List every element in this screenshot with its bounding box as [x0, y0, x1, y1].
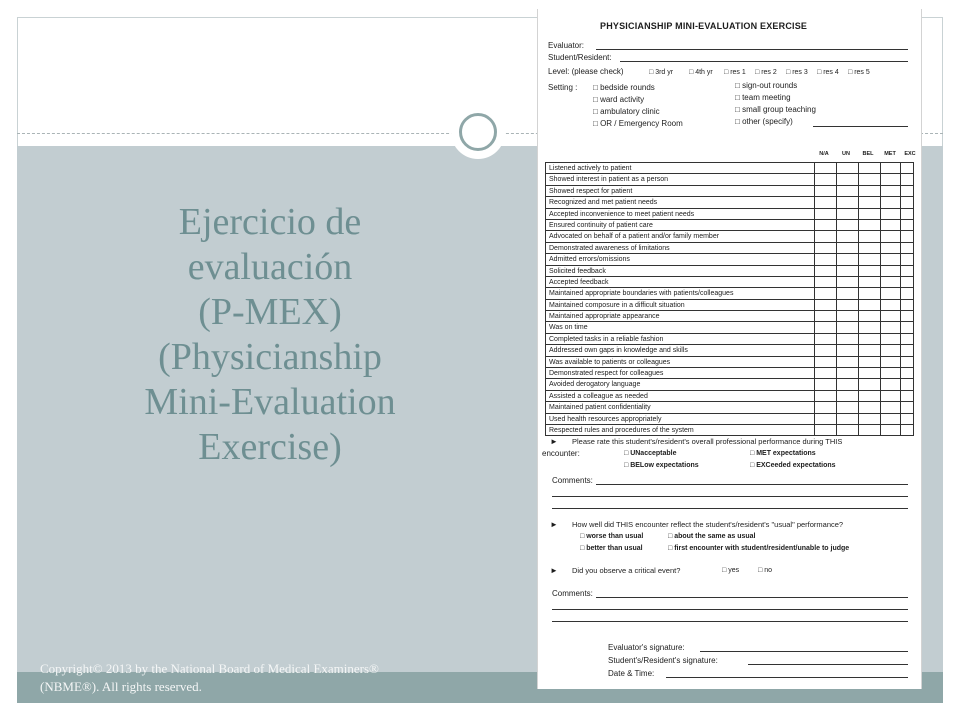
student-signature-label: Student's/Resident's signature: [608, 656, 718, 665]
comments-line [552, 496, 908, 497]
rating-cell[interactable] [880, 425, 881, 435]
rating-cell[interactable] [880, 174, 881, 184]
rating-cell[interactable] [880, 197, 881, 207]
rating-cell[interactable] [900, 254, 901, 264]
comments-line [596, 484, 908, 485]
rating-cell[interactable] [814, 414, 815, 424]
grid-row [545, 401, 914, 412]
rating-cell[interactable] [880, 266, 881, 276]
title-line: (P-MEX) [198, 291, 342, 333]
rating-cell[interactable] [836, 311, 837, 321]
level-label: Level: (please check) [548, 67, 624, 76]
rating-cell[interactable] [900, 231, 901, 241]
signature-line [748, 664, 908, 665]
grid-row [545, 378, 914, 389]
grid-row [545, 230, 914, 241]
grid-row [545, 185, 914, 196]
grid-row-label: Demonstrated awareness of limitations [549, 244, 670, 252]
column-header: MET [884, 151, 896, 157]
rating-cell[interactable] [900, 402, 901, 412]
rating-cell[interactable] [858, 391, 859, 401]
grid-row-label: Demonstrated respect for colleagues [549, 370, 664, 378]
rating-cell[interactable] [814, 391, 815, 401]
grid-row [545, 208, 914, 219]
grid-row [545, 242, 914, 253]
rating-cell[interactable] [880, 220, 881, 230]
circle-ornament-ring [459, 113, 497, 151]
rating-grid [545, 150, 914, 436]
rating-cell[interactable] [858, 163, 859, 173]
rating-cell[interactable] [900, 368, 901, 378]
column-header: EXC [904, 151, 916, 157]
rating-cell[interactable] [858, 322, 859, 332]
setting-option: □ other (specify) [735, 117, 793, 127]
comments-line [552, 621, 908, 622]
grid-row-label: Showed respect for patient [549, 187, 633, 195]
grid-row-label: Was available to patients or colleagues [549, 358, 671, 366]
rating-cell[interactable] [858, 425, 859, 435]
rating-cell[interactable] [814, 243, 815, 253]
grid-row [545, 390, 914, 401]
signature-line [700, 651, 908, 652]
grid-row [545, 321, 914, 332]
rating-cell[interactable] [858, 300, 859, 310]
grid-row-label: Ensured continuity of patient care [549, 221, 653, 229]
grid-row-label: Accepted feedback [549, 278, 609, 286]
rating-cell[interactable] [880, 300, 881, 310]
grid-row [545, 344, 914, 355]
setting-option: □ ambulatory clinic [593, 107, 660, 117]
rating-cell[interactable] [900, 425, 901, 435]
rating-cell[interactable] [880, 368, 881, 378]
rate-option: □ UNacceptable [624, 449, 676, 458]
rate-option: □ BELow expectations [624, 461, 699, 470]
rating-cell[interactable] [836, 209, 837, 219]
rating-cell[interactable] [836, 391, 837, 401]
student-line [620, 61, 908, 62]
grid-row-label: Solicited feedback [549, 267, 606, 275]
setting-option: □ small group teaching [735, 105, 816, 115]
critical-option: □ no [758, 566, 772, 575]
rating-cell[interactable] [900, 243, 901, 253]
rating-cell[interactable] [814, 357, 815, 367]
level-option: □ 3rd yr [649, 68, 673, 77]
grid-row [545, 356, 914, 367]
rating-cell[interactable] [880, 186, 881, 196]
rating-cell[interactable] [814, 231, 815, 241]
rating-cell[interactable] [900, 209, 901, 219]
critical-option: □ yes [722, 566, 739, 575]
grid-row [545, 367, 914, 378]
rating-cell[interactable] [858, 243, 859, 253]
rating-cell[interactable] [836, 231, 837, 241]
rating-cell[interactable] [858, 402, 859, 412]
critical-question: Did you observe a critical event? [572, 566, 681, 575]
arrow-icon: ► [550, 566, 558, 575]
usual-option: □ worse than usual [580, 532, 643, 541]
grid-row [545, 253, 914, 264]
rating-cell[interactable] [900, 288, 901, 298]
rating-cell[interactable] [900, 163, 901, 173]
grid-row-label: Accepted inconvenience to meet patient needs [549, 210, 695, 218]
title-line: (Physicianship [158, 336, 382, 378]
rating-cell[interactable] [900, 300, 901, 310]
rating-cell[interactable] [880, 379, 881, 389]
rating-cell[interactable] [836, 197, 837, 207]
rating-cell[interactable] [880, 209, 881, 219]
rate-question-cont: encounter: [542, 449, 580, 458]
date-time-label: Date & Time: [608, 669, 655, 678]
grid-header [545, 150, 914, 162]
slide-title [70, 200, 470, 470]
rating-cell[interactable] [836, 266, 837, 276]
rating-cell[interactable] [814, 197, 815, 207]
rating-cell[interactable] [836, 163, 837, 173]
rating-cell[interactable] [858, 368, 859, 378]
grid-row-label: Was on time [549, 324, 588, 332]
title-line: Exercise) [198, 426, 342, 468]
level-option: □ res 4 [817, 68, 839, 77]
rating-cell[interactable] [836, 322, 837, 332]
rating-cell[interactable] [836, 174, 837, 184]
rating-cell[interactable] [858, 174, 859, 184]
rating-cell[interactable] [836, 300, 837, 310]
grid-row [545, 310, 914, 321]
grid-row-label: Completed tasks in a reliable fashion [549, 335, 664, 343]
evaluator-signature-label: Evaluator's signature: [608, 643, 685, 652]
grid-row-label: Avoided derogatory language [549, 381, 641, 389]
grid-row [545, 413, 914, 424]
grid-row [545, 299, 914, 310]
rating-cell[interactable] [900, 220, 901, 230]
rating-cell[interactable] [880, 345, 881, 355]
rating-cell[interactable] [880, 163, 881, 173]
rating-cell[interactable] [814, 425, 815, 435]
usual-option: □ better than usual [580, 544, 643, 553]
student-label: Student/Resident: [548, 53, 612, 62]
level-option: □ res 1 [724, 68, 746, 77]
rating-cell[interactable] [858, 345, 859, 355]
column-header: UN [842, 151, 850, 157]
grid-row [545, 219, 914, 230]
grid-row [545, 287, 914, 298]
setting-option: □ OR / Emergency Room [593, 119, 683, 129]
title-line: Mini-Evaluation [144, 381, 396, 423]
pmex-form [537, 9, 922, 689]
grid-row-label: Assisted a colleague as needed [549, 392, 648, 400]
other-specify-line [813, 126, 908, 127]
rating-cell[interactable] [880, 254, 881, 264]
grid-row-label: Listened actively to patient [549, 165, 632, 172]
column-header: BEL [862, 151, 874, 157]
arrow-icon: ► [550, 437, 558, 446]
rating-cell[interactable] [836, 402, 837, 412]
rating-cell[interactable] [814, 402, 815, 412]
rating-cell[interactable] [836, 368, 837, 378]
rating-cell[interactable] [814, 368, 815, 378]
grid-row [545, 196, 914, 207]
comments-line [596, 597, 908, 598]
level-option: □ 4th yr [689, 68, 713, 77]
rating-cell[interactable] [900, 311, 901, 321]
grid-row-label: Admitted errors/omissions [549, 256, 630, 264]
rating-cell[interactable] [880, 243, 881, 253]
rating-cell[interactable] [814, 300, 815, 310]
rating-cell[interactable] [900, 345, 901, 355]
rating-cell[interactable] [880, 402, 881, 412]
rating-cell[interactable] [900, 174, 901, 184]
rating-cell[interactable] [836, 277, 837, 287]
rating-cell[interactable] [858, 357, 859, 367]
grid-row [545, 276, 914, 287]
rating-cell[interactable] [858, 254, 859, 264]
grid-rows [545, 162, 914, 436]
rating-cell[interactable] [814, 345, 815, 355]
comments-line [552, 508, 908, 509]
rating-cell[interactable] [900, 186, 901, 196]
grid-row-label: Maintained appropriate appearance [549, 313, 660, 321]
grid-row [545, 424, 914, 435]
rating-cell[interactable] [858, 288, 859, 298]
rating-cell[interactable] [836, 334, 837, 344]
form-title: PHYSICIANSHIP MINI-EVALUATION EXERCISE [600, 21, 808, 31]
rating-cell[interactable] [814, 277, 815, 287]
rating-cell[interactable] [858, 277, 859, 287]
level-option: □ res 3 [786, 68, 808, 77]
comments-line [552, 609, 908, 610]
rating-cell[interactable] [858, 197, 859, 207]
rating-cell[interactable] [814, 334, 815, 344]
grid-row-label: Maintained appropriate boundaries with patients/colleagues [549, 290, 734, 298]
grid-row-label: Showed interest in patient as a person [549, 176, 669, 184]
grid-row [545, 162, 914, 173]
setting-option: □ bedside rounds [593, 83, 655, 93]
rating-cell[interactable] [900, 277, 901, 287]
rating-cell[interactable] [900, 197, 901, 207]
rating-cell[interactable] [900, 266, 901, 276]
rating-cell[interactable] [836, 425, 837, 435]
usual-option: □ about the same as usual [668, 532, 756, 541]
rating-cell[interactable] [836, 379, 837, 389]
grid-row-label: Used health resources appropriately [549, 415, 662, 423]
evaluator-label: Evaluator: [548, 41, 585, 50]
grid-row-label: Maintained composure in a difficult situation [549, 301, 685, 309]
rating-cell[interactable] [858, 209, 859, 219]
rating-cell[interactable] [836, 186, 837, 196]
title-line: evaluación [187, 246, 353, 288]
rating-cell[interactable] [880, 231, 881, 241]
rating-cell[interactable] [836, 254, 837, 264]
rating-cell[interactable] [858, 266, 859, 276]
rating-cell[interactable] [858, 231, 859, 241]
rating-cell[interactable] [900, 379, 901, 389]
rating-cell[interactable] [858, 186, 859, 196]
grid-row-label: Respected rules and procedures of the system [549, 426, 694, 434]
level-option: □ res 2 [755, 68, 777, 77]
rating-cell[interactable] [880, 277, 881, 287]
rating-cell[interactable] [880, 288, 881, 298]
rating-cell[interactable] [836, 414, 837, 424]
grid-row-label: Addressed own gaps in knowledge and skills [549, 347, 688, 355]
rating-cell[interactable] [836, 288, 837, 298]
copyright-notice [40, 660, 510, 696]
rating-cell[interactable] [836, 357, 837, 367]
arrow-icon: ► [550, 520, 558, 529]
rating-cell[interactable] [836, 243, 837, 253]
rating-cell[interactable] [836, 345, 837, 355]
rating-cell[interactable] [858, 220, 859, 230]
rating-cell[interactable] [814, 186, 815, 196]
rating-cell[interactable] [880, 357, 881, 367]
rating-cell[interactable] [900, 322, 901, 332]
rating-cell[interactable] [880, 322, 881, 332]
setting-label: Setting : [548, 83, 578, 92]
rating-cell[interactable] [858, 414, 859, 424]
rating-cell[interactable] [900, 357, 901, 367]
usual-question: How well did THIS encounter reflect the student's/resident's "usual" performance? [572, 520, 844, 529]
evaluator-line [596, 49, 908, 50]
rating-cell[interactable] [814, 311, 815, 321]
grid-row-label: Recognized and met patient needs [549, 199, 658, 207]
setting-option: □ sign-out rounds [735, 81, 797, 91]
grid-row-label: Advocated on behalf of a patient and/or family member [549, 233, 720, 241]
grid-row [545, 333, 914, 344]
copyright-line: Copyright© 2013 by the National Board of Medical Examiners® [40, 661, 379, 676]
usual-option: □ first encounter with student/resident/unable to judge [668, 544, 849, 553]
rating-cell[interactable] [814, 322, 815, 332]
rating-cell[interactable] [836, 220, 837, 230]
rating-cell[interactable] [900, 334, 901, 344]
setting-option: □ ward activity [593, 95, 644, 105]
rating-cell[interactable] [814, 288, 815, 298]
rating-cell[interactable] [814, 254, 815, 264]
rating-cell[interactable] [858, 379, 859, 389]
rating-cell[interactable] [900, 391, 901, 401]
rating-cell[interactable] [814, 163, 815, 173]
comments-label: Comments: [552, 476, 593, 485]
level-option: □ res 5 [848, 68, 870, 77]
rating-cell[interactable] [880, 334, 881, 344]
rating-cell[interactable] [880, 311, 881, 321]
grid-row-label: Maintained patient confidentiality [549, 404, 651, 412]
rate-option: □ EXCeeded expectations [750, 461, 836, 470]
rating-cell[interactable] [858, 311, 859, 321]
rate-option: □ MET expectations [750, 449, 816, 458]
grid-row [545, 173, 914, 184]
rating-cell[interactable] [858, 334, 859, 344]
grid-row [545, 265, 914, 276]
date-line [666, 677, 908, 678]
rating-cell[interactable] [880, 391, 881, 401]
rating-cell[interactable] [814, 220, 815, 230]
rating-cell[interactable] [900, 414, 901, 424]
rating-cell[interactable] [814, 379, 815, 389]
column-header: N/A [819, 151, 829, 157]
rating-cell[interactable] [880, 414, 881, 424]
copyright-line: (NBME®). All rights reserved. [40, 679, 202, 694]
rate-question: Please rate this student's/resident's overall professional performance during THIS [572, 437, 843, 446]
title-line: Ejercicio de [178, 201, 362, 243]
setting-option: □ team meeting [735, 93, 791, 103]
rating-cell[interactable] [814, 266, 815, 276]
rating-cell[interactable] [814, 209, 815, 219]
rating-cell[interactable] [814, 174, 815, 184]
comments-label-2: Comments: [552, 589, 593, 598]
